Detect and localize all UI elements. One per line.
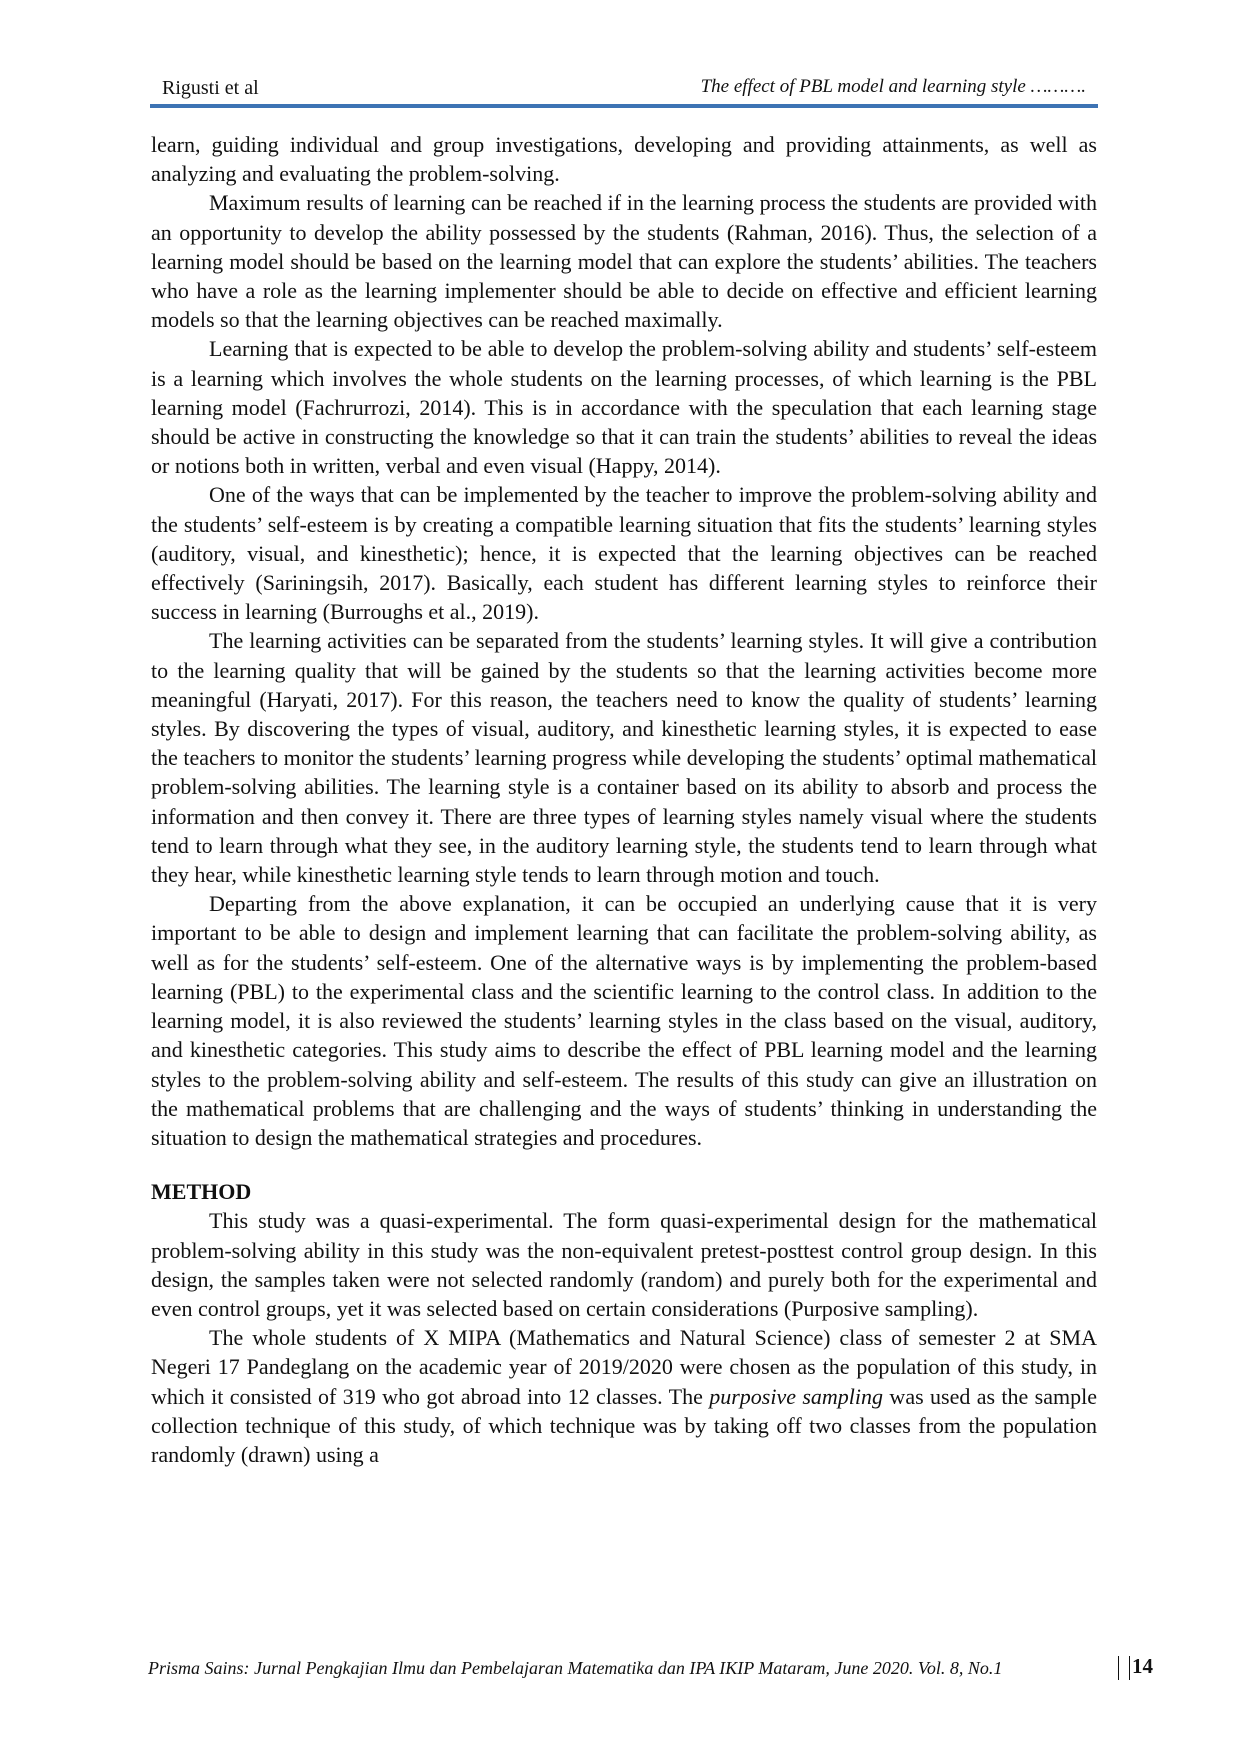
paragraph: One of the ways that can be implemented by the teacher to improve the problem-solving ability and the students’ self-esteem is by creating a compatible learning situation that fits the students’ learning styles (auditory, visual, and kinesthetic); hence, it is expected that the learning objectives can be reached effectively (Sariningsih, 2017). Basically, each student has different learning styles to reinforce their success in learning (Burroughs et al., 2019). (151, 482, 1097, 625)
header-title: The effect of PBL model and learning style ………. (700, 76, 1086, 97)
divider (1118, 1656, 1119, 1680)
header-author: Rigusti et al (162, 77, 259, 99)
divider (1129, 1656, 1130, 1680)
paragraph: learn, guiding individual and group investigations, developing and providing attainments, as well as analyzing and evaluating the problem-solving. (151, 132, 1097, 187)
page-number-text: 14 (1132, 1654, 1153, 1678)
emphasis: purposive sampling (709, 1383, 884, 1409)
page-number (1118, 1654, 1153, 1680)
paragraph: Maximum results of learning can be reached if in the learning process the students are provided with an opportunity to develop the ability possessed by the students (Rahman, 2016). Thus, the selection of a learning model should be based on the learning model that can explore the students’ abilities. The teachers who have a role as the learning implementer should be able to decide on effective and efficient learning models so that the learning objectives can be reached maximally. (151, 190, 1097, 333)
paragraph: The learning activities can be separated from the students’ learning styles. It will give a contribution to the learning quality that will be gained by the students so that the learning activities become more meaningful (Haryati, 2017). For this reason, the teachers need to know the quality of students’ learning styles. By discovering the types of visual, auditory, and kinesthetic learning styles, it is expected to ease the teachers to monitor the students’ learning progress while developing the students’ optimal mathematical problem-solving abilities. The learning style is a container based on its ability to absorb and process the information and then convey it. There are three types of learning styles namely visual where the students tend to learn through what they see, in the auditory learning style, the students tend to learn through what they hear, while kinesthetic learning style tends to learn through motion and touch. (151, 628, 1097, 888)
footer-journal: Prisma Sains: Jurnal Pengkajian Ilmu dan Pembelajaran Matematika dan IPA IKIP Mataram, June 2020. Vol. 8, No.1 (148, 1658, 1003, 1678)
text: The whole students of X MIPA (Mathematics and Natural Science) class of semester 2 at SMA Negeri 17 Pandeglang on the academic year of 2019/2020 were chosen as the population of this study, in which it consisted of 319 who got abroad into 12 classes. The (151, 1325, 1097, 1409)
paragraph: Learning that is expected to be able to develop the problem-solving ability and students’ self-esteem is a learning which involves the whole students on the learning processes, of which learning is the PBL learning model (Fachrurrozi, 2014). This is in accordance with the speculation that each learning stage should be active in constructing the knowledge so that it can train the students’ abilities to reveal the ideas or notions both in written, verbal and even visual (Happy, 2014). (151, 336, 1097, 479)
body-text (151, 130, 1097, 1469)
header-rule (150, 104, 1098, 108)
paragraph: This study was a quasi-experimental. The form quasi-experimental design for the mathematical problem-solving ability in this study was the non-equivalent pretest-posttest control group design. In this design, the samples taken were not selected randomly (random) and purely both for the experimental and even control groups, yet it was selected based on certain considerations (Purposive sampling). (151, 1208, 1097, 1321)
section-heading-method: METHOD (151, 1179, 252, 1205)
text: was used as the sample collection technique of this study, of which technique was by taking off two classes from the population randomly (drawn) using a (151, 1383, 1097, 1467)
paragraph (151, 1323, 1097, 1469)
paragraph: Departing from the above explanation, it can be occupied an underlying cause that it is very important to be able to design and implement learning that can facilitate the problem-solving ability, as well as for the students’ self-esteem. One of the alternative ways is by implementing the problem-based learning (PBL) to the experimental class and the scientific learning to the control class. In addition to the learning model, it is also reviewed the students’ learning styles in the class based on the visual, auditory, and kinesthetic categories. This study aims to describe the effect of PBL learning model and the learning styles to the problem-solving ability and self-esteem. The results of this study can give an illustration on the mathematical problems that are challenging and the ways of students’ thinking in understanding the situation to design the mathematical strategies and procedures. (151, 891, 1097, 1150)
running-header (150, 70, 1098, 104)
